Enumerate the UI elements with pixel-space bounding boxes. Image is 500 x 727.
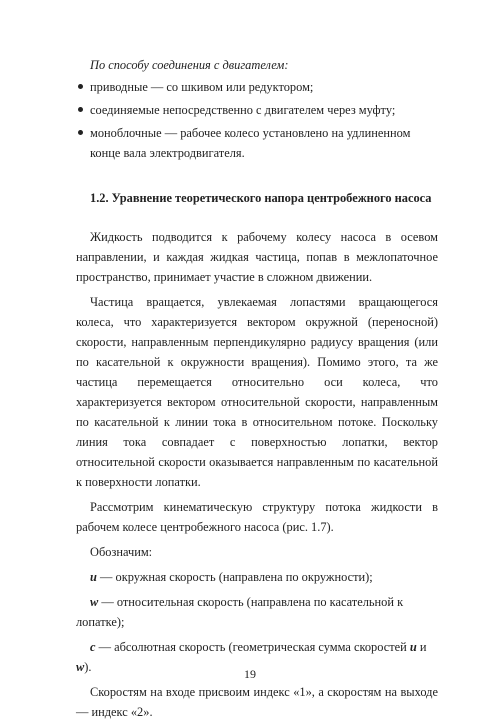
bullet-icon <box>78 107 83 112</box>
bullet-list <box>76 77 438 166</box>
body-text <box>76 227 438 727</box>
list-item-text: соединяемые непосредственно с двигателем через муфту; <box>90 103 396 117</box>
symbol-u-inline: u <box>409 640 417 654</box>
classification-subhead: По способу соединения с двигателем: <box>90 58 289 72</box>
symbol-c: c <box>90 640 96 654</box>
symbol-w: w <box>90 595 99 609</box>
page-number: 19 <box>244 667 256 681</box>
bullet-icon <box>78 130 83 135</box>
paragraph: Жидкость подводится к рабочему колесу насоса в осевом направлении, и каждая жидкая частица, попав в межлопаточное пространство, принимает участие в сложном движении. <box>76 230 438 284</box>
definition-u <box>76 567 438 587</box>
symbol-w-inline: w <box>76 660 85 674</box>
list-item <box>76 100 438 120</box>
definition-conjunction: и <box>416 640 427 654</box>
definition-end: ). <box>84 660 92 674</box>
bullet-icon <box>78 84 83 89</box>
section-title: 1.2. Уравнение теоретического напора центробежного насоса <box>90 191 432 205</box>
paragraph: Рассмотрим кинематическую структуру потока жидкости в рабочем колесе центробежного насоса (рис. 1.7). <box>76 500 438 534</box>
final-paragraph: Скоростям на входе присвоим индекс «1», а скоростям на выходе — индекс «2». <box>76 685 438 719</box>
paragraph: Обозначим: <box>90 545 153 559</box>
list-item-text: приводные — со шкивом или редуктором; <box>90 80 314 94</box>
symbol-u: u <box>90 570 97 584</box>
definition-text: — абсолютная скорость (геометрическая сумма скоростей <box>95 640 410 654</box>
list-item <box>76 123 438 163</box>
paragraph: Частица вращается, увлекаемая лопастями вращающегося колеса, что характеризуется вектором окружной (переносной) скорости, направленным перпендикулярно радиусу вращения (или по касательной к окружности вращения). Помимо этого, та же частица перемещается относительно оси колеса, что характеризуется вектором относительной скорости, направленным по касательной к линии тока в относительном потоке. Поскольку линия тока совпадает с поверхностью лопатки, вектор относительной скорости оказывается направленным по касательной к поверхности лопатки. <box>76 295 438 489</box>
list-item-text: моноблочные — рабочее колесо установлено на удлиненном конце вала электродвигателя. <box>90 126 411 160</box>
definition-w <box>76 592 438 632</box>
definition-text: — относительная скорость (направлена по касательной к лопатке); <box>76 595 404 629</box>
definition-text: — окружная скорость (направлена по окружности); <box>96 570 373 584</box>
list-item <box>76 77 438 97</box>
